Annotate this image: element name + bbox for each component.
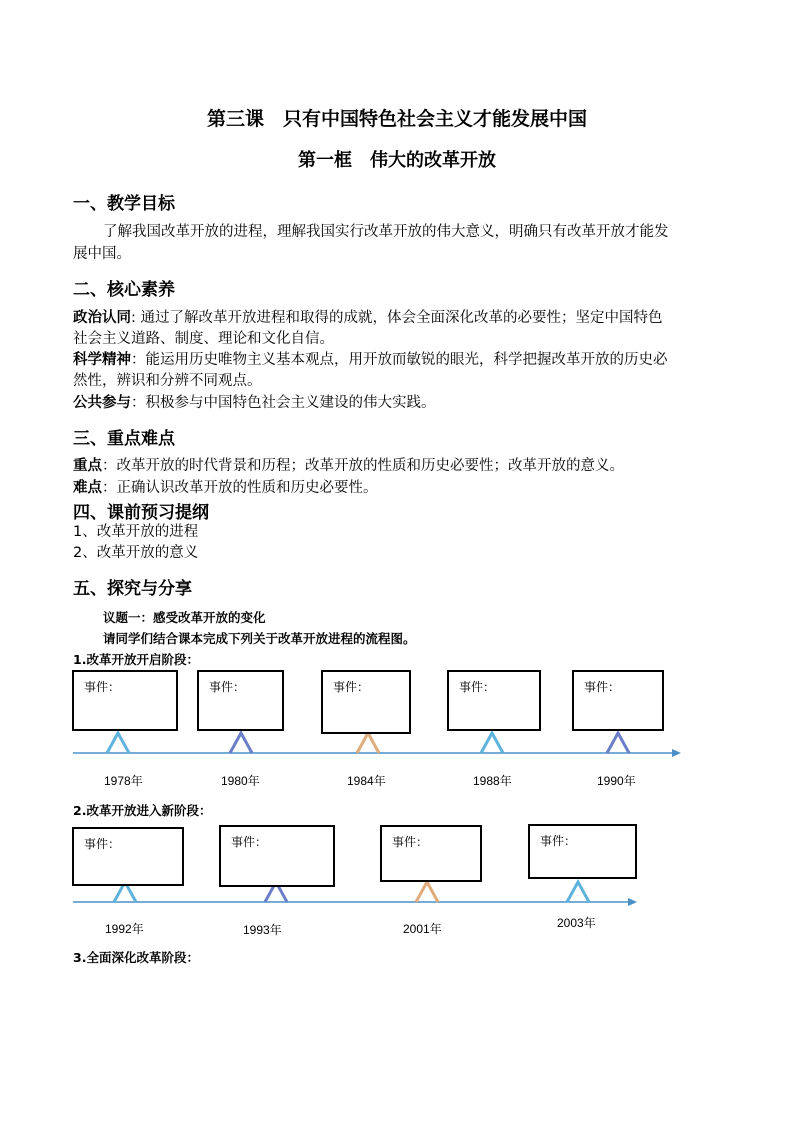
event-box-1993[interactable] (219, 825, 335, 887)
stage1-label: 1.改革开放开启阶段： (73, 652, 199, 667)
timeline-marker (357, 733, 379, 753)
event-label: 事件： (84, 680, 121, 694)
hard-text: ：正确认识改革开放的性质和历史必要性。 (102, 480, 378, 496)
key-label: 重点 (73, 458, 102, 474)
event-label: 事件： (392, 835, 429, 849)
public-text: ：积极参与中国特色社会主义建设的伟大实践。 (131, 395, 436, 411)
science-text: ：能运用历史唯物主义基本观点，用开放而敏锐的眼光，科学把握改革开放的历史必 (131, 352, 668, 368)
year-label: 1978年 (104, 774, 143, 788)
hard-label: 难点 (73, 480, 102, 496)
event-box-2001[interactable] (380, 825, 482, 882)
literacy-heading: 二、核心素养 (73, 280, 175, 300)
year-label: 2001年 (403, 922, 442, 936)
event-box-1980[interactable] (197, 670, 284, 731)
event-box-1978[interactable] (72, 670, 178, 731)
preview-item: 2、改革开放的意义 (73, 545, 199, 561)
political-line-2: 社会主义道路、制度、理论和文化自信。 (73, 331, 334, 347)
stage2-label: 2.改革开放进入新阶段： (73, 803, 212, 818)
objectives-heading: 一、教学目标 (73, 194, 175, 214)
preview-heading: 四、课前预习提纲 (73, 503, 209, 523)
timeline-marker (567, 882, 589, 902)
explore-heading: 五、探究与分享 (73, 579, 192, 599)
year-label: 1990年 (597, 774, 636, 788)
frame-title: 第一框 伟大的改革开放 (298, 150, 496, 171)
event-label: 事件： (540, 834, 577, 848)
timeline-1-arrowhead (672, 749, 681, 757)
key-text: ：改革开放的时代背景和历程；改革开放的性质和历史必要性；改革开放的意义。 (102, 458, 624, 474)
year-label: 1993年 (243, 923, 282, 937)
event-label: 事件： (84, 837, 121, 851)
year-label: 2003年 (557, 916, 596, 930)
event-label: 事件： (584, 680, 621, 694)
event-box-1990[interactable] (572, 670, 664, 731)
timeline-marker (481, 733, 503, 753)
objectives-line-1: 了解我国改革开放的进程，理解我国实行改革开放的伟大意义，明确只有改革开放才能发 (103, 224, 669, 240)
science-label: 科学精神 (73, 352, 131, 368)
topic-line: 议题一：感受改革开放的变化 (103, 610, 266, 625)
timeline-marker (607, 733, 629, 753)
event-box-2003[interactable] (528, 824, 637, 879)
year-label: 1980年 (221, 774, 260, 788)
public-label: 公共参与 (73, 395, 131, 411)
timeline-marker (230, 733, 252, 753)
timeline-2-axis (73, 898, 637, 906)
event-box-1992[interactable] (72, 827, 184, 886)
objectives-line-2: 展中国。 (73, 246, 131, 262)
keypoints-heading: 三、重点难点 (73, 429, 175, 449)
stage3-label: 3.全面深化改革阶段： (73, 950, 199, 965)
science-line-2: 然性，辨识和分辨不同观点。 (73, 373, 262, 389)
political-label: 政治认同 (73, 310, 131, 326)
event-label: 事件： (459, 680, 496, 694)
year-label: 1988年 (473, 774, 512, 788)
event-label: 事件： (333, 680, 370, 694)
event-label: 事件： (209, 680, 246, 694)
lesson-title: 第三课 只有中国特色社会主义才能发展中国 (206, 108, 587, 130)
timeline-marker (107, 733, 129, 753)
political-text: : 通过了解改革开放进程和取得的成就，体会全面深化改革的必要性；坚定中国特色 (131, 310, 663, 326)
instruction-line: 请同学们结合课本完成下列关于改革开放进程的流程图。 (103, 631, 416, 646)
event-box-1988[interactable] (447, 670, 541, 731)
event-box-1984[interactable] (321, 670, 411, 734)
timeline-marker (416, 882, 438, 902)
year-label: 1984年 (347, 774, 386, 788)
event-label: 事件： (231, 835, 268, 849)
year-label: 1992年 (105, 922, 144, 936)
timeline-2-arrowhead (628, 898, 637, 906)
preview-item: 1、改革开放的进程 (73, 524, 199, 540)
